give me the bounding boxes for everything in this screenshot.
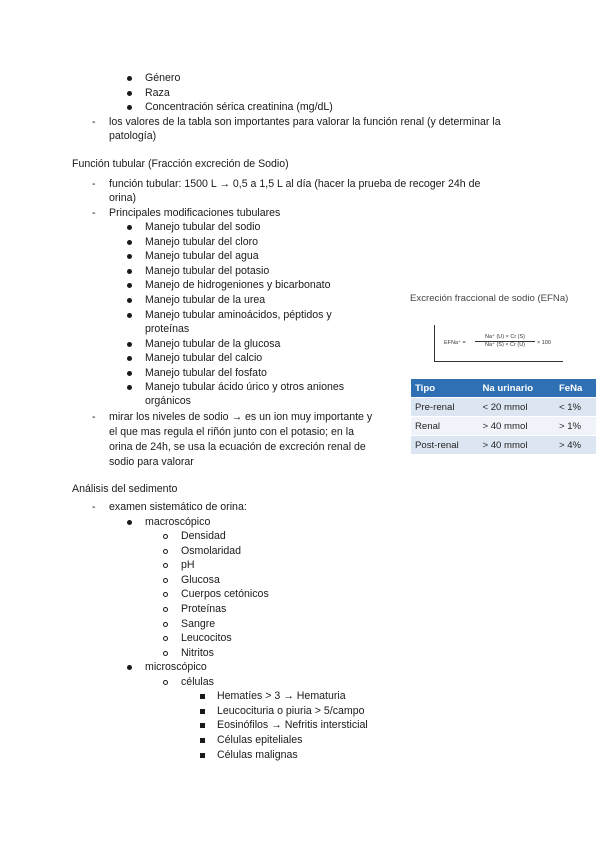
table-cell: < 1% <box>555 398 596 417</box>
table-cell: > 4% <box>555 436 596 455</box>
table-cell: > 1% <box>555 417 596 436</box>
formula-numerator: Na⁺ (U) × Cr (S) <box>475 334 535 342</box>
tubular-item-cont: orgánicos <box>145 395 191 407</box>
macro-item: Proteínas <box>181 603 227 615</box>
bullet-dot <box>127 313 132 318</box>
dash-marker: - <box>92 178 96 190</box>
cell-item: Leucocituria o piuria > 5/campo <box>217 705 365 717</box>
cell-item: Células malignas <box>217 749 298 761</box>
circle-bullet <box>163 651 168 656</box>
circle-bullet <box>163 578 168 583</box>
tubular-item: Manejo tubular de la glucosa <box>145 338 281 350</box>
cells-label: células <box>181 676 214 688</box>
table-cell: Post-renal <box>411 436 478 455</box>
bullet-dot <box>127 298 132 303</box>
sodio-text-line1: mirar los niveles de sodio → es un ion muy importante y <box>109 411 373 423</box>
table-cell: Pre-renal <box>411 398 478 417</box>
tubular-dash2: Principales modificaciones tubulares <box>109 207 281 219</box>
bullet-dot <box>127 269 132 274</box>
tubular-item: Manejo tubular ácido úrico y otros aniones <box>145 381 345 393</box>
bullet-dot <box>127 76 132 81</box>
bullet-dot <box>127 254 132 259</box>
dash-marker: - <box>92 501 96 513</box>
circle-bullet <box>163 680 168 685</box>
dash-marker: - <box>92 411 96 423</box>
table-cell: < 20 mmol <box>478 398 554 417</box>
intro-text-line2: patología) <box>109 130 157 142</box>
bullet-dot <box>127 356 132 361</box>
tubular-item: Manejo tubular del potasio <box>145 265 270 277</box>
cell-item: Células epiteliales <box>217 734 303 746</box>
sodio-text-line2: el que mas regula el riñón junto con el potasio; en la <box>109 426 354 438</box>
bullet-raza: Raza <box>145 87 170 99</box>
tubular-item: Manejo tubular de la urea <box>145 294 266 306</box>
bullet-dot <box>127 520 132 525</box>
tubular-dash1-line1: función tubular: 1500 L → 0,5 a 1,5 L al día (hacer la prueba de recoger 24h de <box>109 178 481 190</box>
fena-table <box>411 379 596 454</box>
macro-label: macroscópico <box>145 516 211 528</box>
macro-item: Densidad <box>181 530 226 542</box>
fena-title: Excreción fraccional de sodio (EFNa) <box>410 293 569 304</box>
formula-lhs: EFNa⁺ = <box>444 340 466 346</box>
table-cell: > 40 mmol <box>478 417 554 436</box>
sodio-text-line4: sodio para valorar <box>109 456 194 468</box>
table-header: Na urinario <box>478 379 554 398</box>
square-bullet <box>200 694 205 699</box>
cell-item: Eosinófilos → Nefritis intersticial <box>217 719 368 731</box>
intro-text-line1: los valores de la tabla son importantes para valorar la función renal (y determinar la <box>109 116 501 128</box>
table-row <box>411 436 596 455</box>
bullet-dot <box>127 283 132 288</box>
formula-denominator: Na⁺ (S) × Cr (U) <box>484 342 526 348</box>
bullet-genero: Género <box>145 72 181 84</box>
sediment-dash: examen sistemático de orina: <box>109 501 247 513</box>
square-bullet <box>200 738 205 743</box>
square-bullet <box>200 723 205 728</box>
table-header-row <box>411 379 596 398</box>
circle-bullet <box>163 549 168 554</box>
tubular-item-cont: proteínas <box>145 323 190 335</box>
bullet-dot <box>127 371 132 376</box>
tubular-item: Manejo tubular del cloro <box>145 236 259 248</box>
circle-bullet <box>163 622 168 627</box>
bullet-dot <box>127 342 132 347</box>
dash-marker: - <box>92 116 96 128</box>
macro-item: Glucosa <box>181 574 220 586</box>
square-bullet <box>200 709 205 714</box>
bullet-dot <box>127 225 132 230</box>
table-cell: Renal <box>411 417 478 436</box>
formula-fraction <box>475 334 535 348</box>
circle-bullet <box>163 534 168 539</box>
dash-marker: - <box>92 207 96 219</box>
tubular-item: Manejo tubular del fosfato <box>145 367 267 379</box>
macro-item: Osmolaridad <box>181 545 242 557</box>
table-header: FeNa <box>555 379 596 398</box>
table-cell: > 40 mmol <box>478 436 554 455</box>
bullet-creatinina: Concentración sérica creatinina (mg/dL) <box>145 101 333 113</box>
bullet-dot <box>127 665 132 670</box>
macro-item: Leucocitos <box>181 632 232 644</box>
circle-bullet <box>163 592 168 597</box>
macro-item: Cuerpos cetónicos <box>181 588 269 600</box>
table-row <box>411 398 596 417</box>
bullet-dot <box>127 385 132 390</box>
circle-bullet <box>163 563 168 568</box>
tubular-item: Manejo tubular aminoácidos, péptidos y <box>145 309 332 321</box>
tubular-item: Manejo de hidrogeniones y bicarbonato <box>145 279 331 291</box>
macro-item: Nitritos <box>181 647 214 659</box>
tubular-item: Manejo tubular del agua <box>145 250 259 262</box>
bullet-dot <box>127 91 132 96</box>
formula-rhs: × 100 <box>537 340 551 346</box>
square-bullet <box>200 753 205 758</box>
micro-label: microscópico <box>145 661 207 673</box>
sodio-text-line3: orina de 24h, se usa la ecuación de excreción renal de <box>109 441 366 453</box>
bullet-dot <box>127 105 132 110</box>
cell-item: Hematíes > 3 → Hematuria <box>217 690 346 702</box>
circle-bullet <box>163 636 168 641</box>
tubular-dash1-line2: orina) <box>109 192 137 204</box>
heading-funcion-tubular: Función tubular (Fracción excreción de Sodio) <box>72 158 289 170</box>
table-header: Tipo <box>411 379 478 398</box>
circle-bullet <box>163 607 168 612</box>
tubular-item: Manejo tubular del sodio <box>145 221 261 233</box>
bullet-dot <box>127 240 132 245</box>
tubular-item: Manejo tubular del calcio <box>145 352 263 364</box>
table-row <box>411 417 596 436</box>
macro-item: pH <box>181 559 195 571</box>
heading-sedimento: Análisis del sedimento <box>72 483 178 495</box>
macro-item: Sangre <box>181 618 216 630</box>
